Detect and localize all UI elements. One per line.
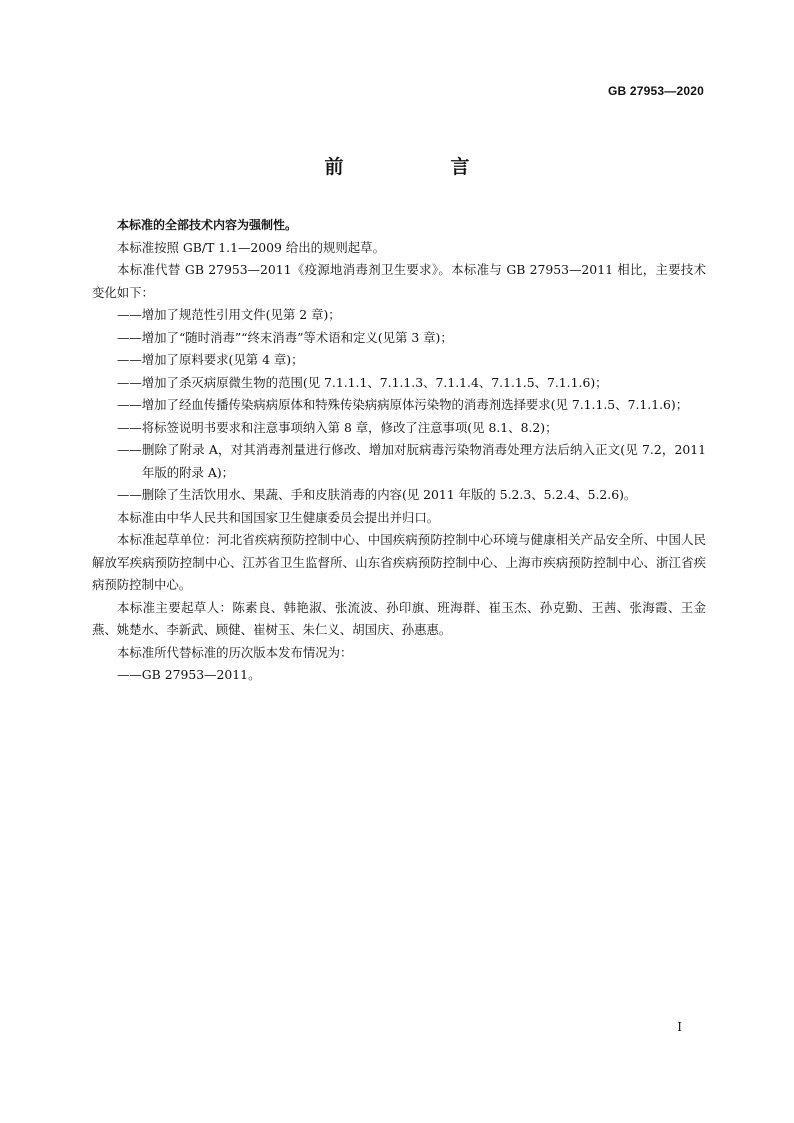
change-item: ——增加了“随时消毒”“终末消毒”等术语和定义(见第 3 章)；	[117, 329, 453, 345]
history-paragraph: 本标准所代替标准的历次版本发布情况为：	[117, 644, 353, 660]
page-number: I	[677, 1020, 682, 1034]
document-body	[92, 214, 706, 687]
history-item: ——GB 27953—2011。	[117, 667, 261, 682]
change-item: ——删除了附录 A，对其消毒剂量进行修改、增加对朊病毒污染物消毒处理方法后纳入正文(见 7.2，2011 年版的附录 A)；	[117, 442, 706, 480]
change-item: ——增加了原料要求(见第 4 章)；	[117, 352, 304, 367]
replacement-paragraph: 本标准代替 GB 27953—2011《疫源地消毒剂卫生要求》。本标准与 GB 27953—2011 相比，主要技术变化如下：	[92, 262, 706, 300]
page-title: 前 言	[324, 156, 514, 178]
proposer-paragraph: 本标准由中华人民共和国国家卫生健康委员会提出并归口。	[117, 509, 440, 525]
change-item: ——增加了规范性引用文件(见第 2 章)；	[117, 307, 341, 322]
standard-code: GB 27953—2020	[608, 84, 704, 98]
change-item: ——增加了杀灭病原微生物的范围(见 7.1.1.1、7.1.1.3、7.1.1.4、7.1.1.5、7.1.1.6)；	[117, 374, 608, 390]
change-item: ——增加了经血传播传染病病原体和特殊传染病病原体污染物的消毒剂选择要求(见 7.1.1.5、7.1.1.6)；	[117, 397, 689, 412]
change-item: ——删除了生活饮用水、果蔬、手和皮肤消毒的内容(见 2011 年版的 5.2.3、5.2.4、5.2.6)。	[117, 487, 637, 502]
drafters-paragraph: 本标准主要起草人：陈素良、韩艳淑、张流波、孙印旗、班海群、崔玉杰、孙克勤、王茜、张海霞、王金燕、姚楚水、李新武、顾健、崔树玉、朱仁义、胡国庆、孙惠惠。	[92, 599, 706, 637]
mandatory-statement: 本标准的全部技术内容为强制性。	[117, 218, 298, 232]
change-item: ——将标签说明书要求和注意事项纳入第 8 章，修改了注意事项(见 8.1、8.2)；	[117, 419, 558, 435]
drafting-units-paragraph: 本标准起草单位：河北省疾病预防控制中心、中国疾病预防控制中心环境与健康相关产品安全所、中国人民解放军疾病预防控制中心、江苏省卫生监督所、山东省疾病预防控制中心、上海市疾病预防控制中心、浙江省疾病预防控制中心。	[92, 532, 706, 592]
drafting-rules-paragraph: 本标准按照 GB/T 1.1—2009 给出的规则起草。	[117, 239, 385, 255]
